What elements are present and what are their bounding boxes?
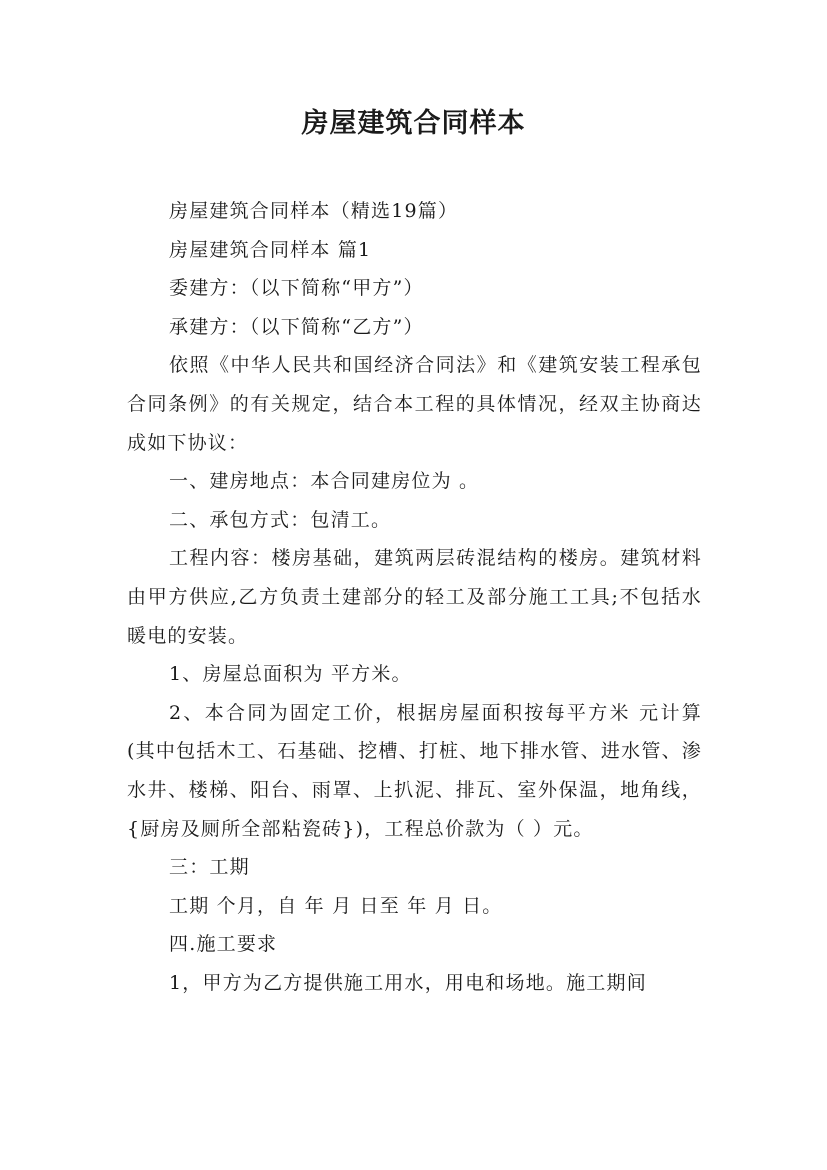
paragraph-pricing: 2、本合同为固定工价，根据房屋面积按每平方米 元计算(其中包括木工、石基础、挖槽、打桩、地下排水管、进水管、渗水井、楼梯、阳台、雨罩、上扒泥、排瓦、室外保温，地角线，{厨房及厕所全部粘瓷砖})，工程总价款为（ ）元。	[127, 701, 702, 840]
paragraph-requirement-1: 1，甲方为乙方提供施工用水，用电和场地。施工期间	[169, 971, 647, 994]
paragraph-scope: 工程内容：楼房基础，建筑两层砖混结构的楼房。建筑材料由甲方供应,乙方负责土建部分的轻工及部分施工工具;不包括水暖电的安装。	[127, 547, 702, 647]
document-title: 房屋建筑合同样本	[301, 108, 526, 139]
paragraph-contractor-party: 承建方：（以下简称“乙方”）	[169, 315, 424, 338]
paragraph-subtitle: 房屋建筑合同样本（精选19篇）	[169, 200, 459, 222]
paragraph-contract-type: 二、承包方式：包清工。	[169, 508, 392, 531]
paragraph-location: 一、建房地点：本合同建房位为 。	[169, 470, 480, 493]
paragraph-area: 1、房屋总面积为 平方米。	[169, 663, 412, 686]
paragraph-schedule: 工期 个月，自 年 月 日至 年 月 日。	[169, 894, 503, 917]
paragraph-legal-basis: 依照《中华人民共和国经济合同法》和《建筑安装工程承包合同条例》的有关规定，结合本工程的具体情况，经双主协商达成如下协议：	[127, 354, 702, 454]
paragraph-section-heading: 房屋建筑合同样本 篇1	[169, 238, 372, 261]
paragraph-schedule-heading: 三：工期	[169, 856, 250, 879]
document-body	[127, 192, 702, 1002]
paragraph-requirements-heading: 四.施工要求	[169, 933, 278, 956]
paragraph-client-party: 委建方：（以下简称“甲方”）	[169, 277, 424, 300]
